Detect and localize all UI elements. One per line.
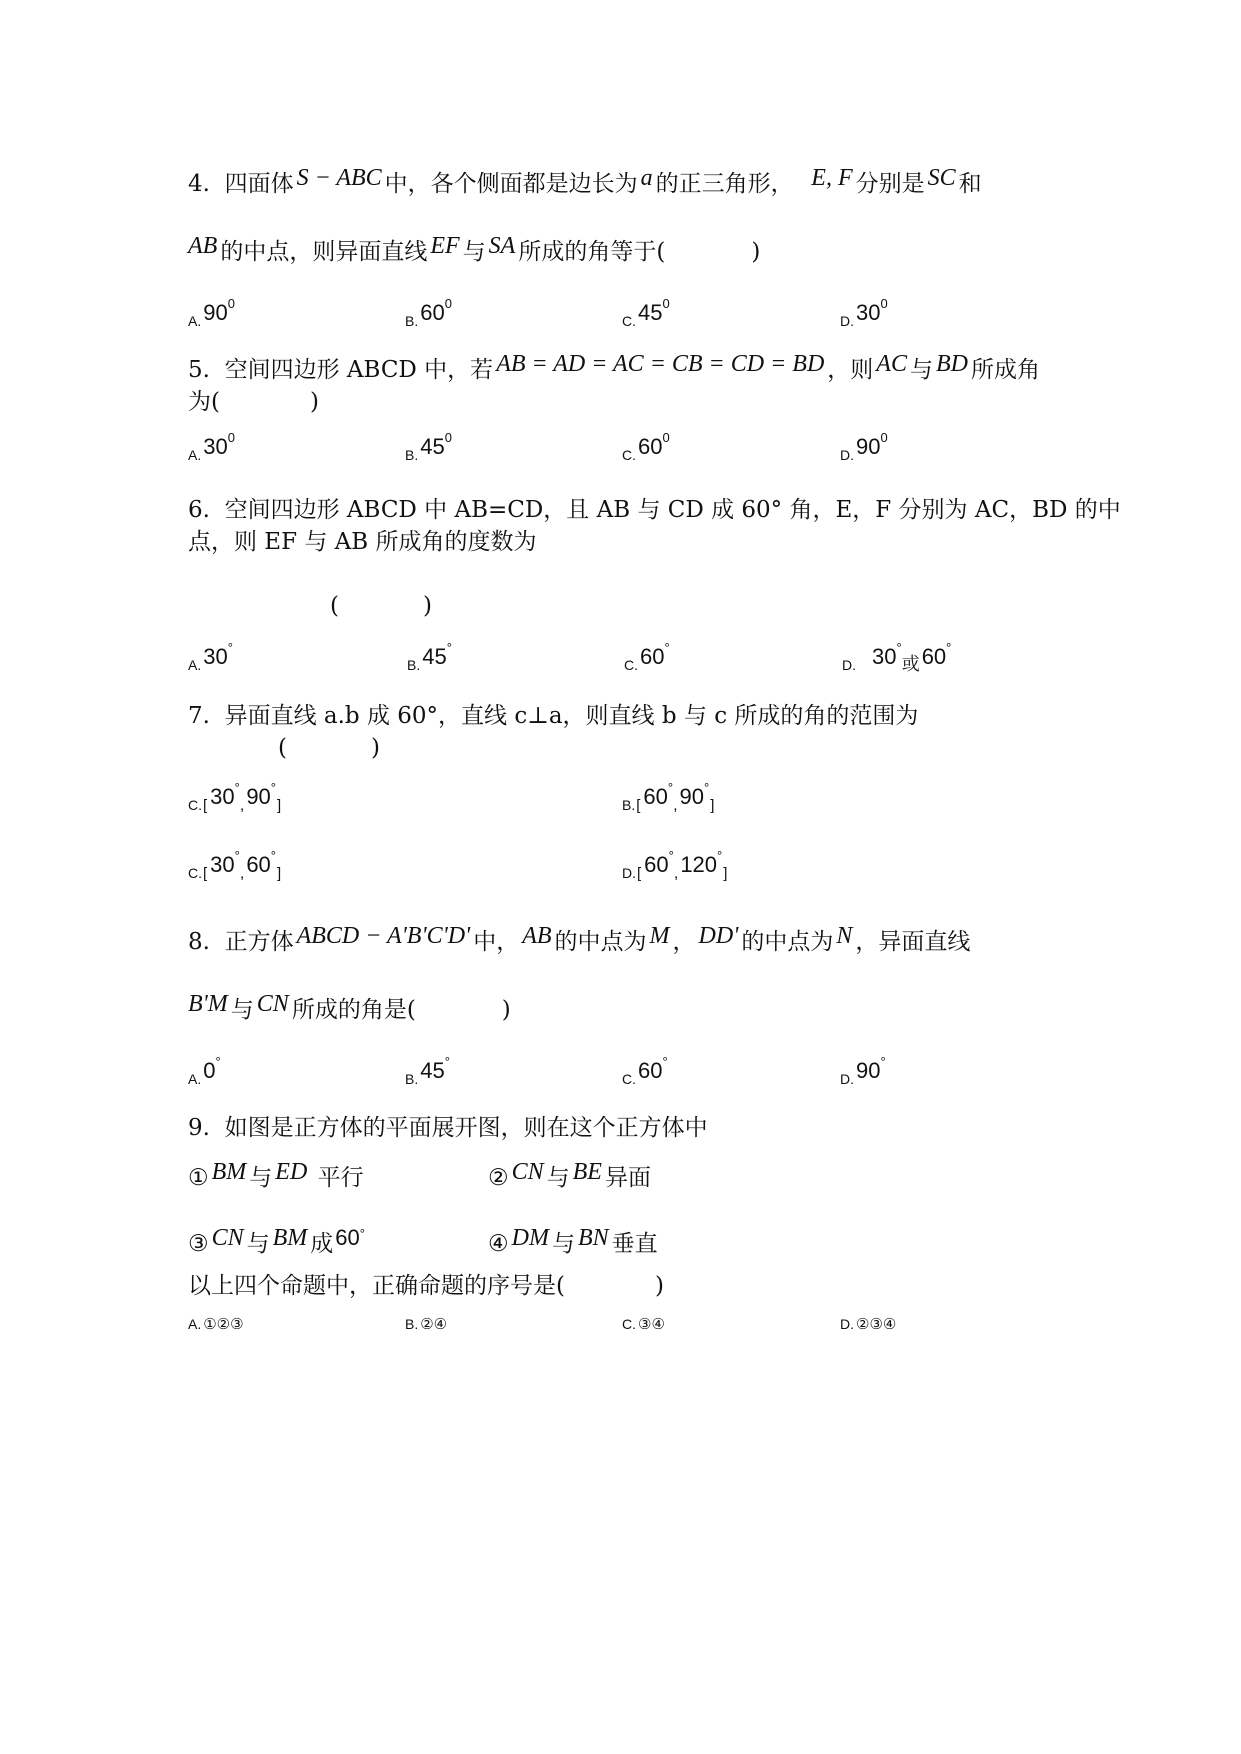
q4-text: 和 (958, 171, 982, 197)
q4-math: a (640, 165, 653, 191)
option-c[interactable] (622, 1054, 668, 1090)
q5-options (0, 430, 1241, 476)
option-d[interactable] (842, 640, 952, 676)
option-a[interactable] (188, 1310, 246, 1335)
option-b[interactable] (405, 430, 452, 466)
q6-options (0, 640, 1241, 686)
q8-math: DD' (698, 923, 739, 949)
q4-math: EF (430, 233, 460, 259)
option-letter: C. (622, 313, 636, 329)
option-letter: D. (840, 1071, 854, 1087)
option-a[interactable] (188, 296, 235, 332)
q9-prop-1: ① BM 与 ED 平行 (188, 1159, 364, 1191)
option-letter: B. (622, 797, 636, 813)
q7-line-1 (188, 700, 918, 732)
option-letter: D. (622, 865, 636, 881)
q9-prop-2: ② CN 与 BE 异面 (488, 1159, 651, 1191)
option-a[interactable]: C.[ 30°,90°] (188, 780, 282, 814)
q8-text: 中， (473, 929, 520, 955)
option-value: 90° (856, 1054, 886, 1083)
q6-number: 6. (188, 497, 210, 523)
q4-text: 的正三角形， (655, 171, 794, 197)
q7-answer-paren (278, 732, 380, 764)
q5-text: 为( (188, 389, 220, 415)
q4-line-1 (188, 165, 982, 200)
q8-math: AB (522, 923, 552, 949)
option-letter: C. (622, 1316, 636, 1332)
q6-text: 空间四边形 ABCD 中 AB=CD，且 AB 与 CD 成 60° 角，E，F 分别为 AC，BD 的中 (224, 497, 1121, 523)
option-b[interactable] (405, 1054, 450, 1090)
q4-options (0, 296, 1241, 342)
option-a[interactable] (188, 1054, 221, 1090)
option-letter: B. (407, 657, 421, 673)
q8-text: 的中点为 (554, 929, 647, 955)
option-value: ②③④ (856, 1315, 897, 1333)
option-value: 30° (203, 640, 233, 669)
option-value: $45^0$ (420, 430, 452, 459)
q9-ask (188, 1270, 664, 1302)
option-letter: D. (840, 447, 854, 463)
option-c[interactable] (624, 640, 670, 676)
q7-number: 7. (188, 703, 210, 729)
q8-text: 所成的角是( (291, 997, 416, 1023)
q8-math: ABCD − A'B'C'D' (296, 923, 471, 949)
option-letter: A. (188, 1316, 202, 1332)
q8-text: 正方体 (224, 929, 294, 955)
q4-text: 分别是 (855, 171, 925, 197)
q8-text: ，异面直线 (855, 929, 971, 955)
q6-line-2 (188, 526, 537, 558)
option-d[interactable] (840, 430, 888, 466)
option-letter: D. (842, 657, 856, 673)
option-value: $90^0$ (203, 296, 235, 325)
option-value: 60° (640, 640, 670, 669)
q9-options (0, 1310, 1241, 1346)
q8-math: CN (256, 991, 289, 1017)
option-letter: C. (188, 797, 202, 813)
q4-text: 与 (462, 239, 486, 265)
q4-number: 4. (188, 171, 210, 197)
option-c[interactable] (622, 430, 670, 466)
q7-text: 异面直线 a.b 成 60°，直线 c⊥a，则直线 b 与 c 所成的角的范围为 (224, 703, 919, 729)
q8-close: ) (501, 997, 511, 1023)
option-value: 60° (921, 640, 952, 669)
option-b[interactable]: B.[ 60°,90°] (622, 780, 715, 814)
q8-text: ， (672, 929, 696, 955)
q6-answer-paren (330, 590, 432, 622)
paren-close: ) (422, 593, 432, 619)
option-letter: C. (188, 865, 202, 881)
option-letter: B. (405, 1071, 419, 1087)
option-c[interactable] (622, 1310, 667, 1335)
q5-text: ，则 (827, 357, 874, 383)
q8-math: B'M (188, 991, 228, 1017)
q9-text: 以上四个命题中，正确命题的序号是( (188, 1273, 565, 1299)
option-a[interactable] (188, 640, 233, 676)
option-letter: B. (405, 1316, 419, 1332)
q4-text: 四面体 (224, 171, 294, 197)
q9-close: ) (654, 1273, 664, 1299)
option-letter: A. (188, 657, 202, 673)
option-value: $30^0$ (203, 430, 235, 459)
option-letter: C. (624, 657, 638, 673)
option-d[interactable] (840, 1054, 886, 1090)
q5-text: 所成角 (970, 357, 1040, 383)
option-letter: D. (840, 313, 854, 329)
q8-number: 8. (188, 929, 210, 955)
q4-close: ) (751, 239, 761, 265)
option-value: 45° (420, 1054, 450, 1083)
q5-line-1 (188, 351, 1040, 386)
q4-math: SA (488, 233, 516, 259)
q8-line-1 (188, 923, 971, 958)
q9-prop-4: ④ DM 与 BN 垂直 (488, 1225, 658, 1257)
q6-line-1 (188, 494, 1121, 526)
option-c[interactable]: C.[ 30°,60°] (188, 848, 282, 882)
option-letter: A. (188, 313, 202, 329)
q5-line-2 (188, 386, 319, 418)
option-a[interactable] (188, 430, 235, 466)
q5-math: AC (876, 351, 907, 377)
option-b[interactable] (405, 1310, 449, 1335)
q4-text: 中，各个侧面都是边长为 (384, 171, 638, 197)
q7-options-row-1 (0, 780, 1241, 826)
option-d[interactable] (840, 1310, 898, 1335)
q8-math: M (649, 923, 670, 949)
q4-math: E, F (811, 165, 853, 191)
option-letter: D. (840, 1316, 854, 1332)
q8-text: 与 (230, 997, 254, 1023)
option-letter: B. (405, 447, 419, 463)
q8-math: N (836, 923, 853, 949)
q4-text: 的中点，则异面直线 (220, 239, 428, 265)
q8-line-2 (188, 991, 511, 1026)
option-letter: B. (405, 313, 419, 329)
or-word: 或 (901, 654, 920, 675)
option-value: ③④ (638, 1315, 665, 1333)
option-letter: C. (622, 447, 636, 463)
q5-math: BD (935, 351, 968, 377)
option-value: ②④ (420, 1315, 448, 1333)
option-value: 60° (638, 1054, 668, 1083)
q8-text: 的中点为 (741, 929, 834, 955)
option-letter: A. (188, 1071, 202, 1087)
q4-math: SC (927, 165, 956, 191)
q5-text: 空间四边形 ABCD 中，若 (224, 357, 494, 383)
option-d[interactable] (840, 296, 888, 332)
q4-math: AB (188, 233, 218, 259)
option-value: 0° (203, 1054, 221, 1083)
option-value: $60^0$ (420, 296, 452, 325)
q4-text: 所成的角等于( (518, 239, 666, 265)
option-letter: C. (622, 1071, 636, 1087)
q4-math: S − ABC (296, 165, 382, 191)
option-d[interactable]: D.[ 60°,120°] (622, 848, 728, 882)
q4-line-2 (188, 233, 761, 268)
q5-number: 5. (188, 357, 210, 383)
option-value: 45° (422, 640, 452, 669)
option-value: $45^0$ (638, 296, 670, 325)
option-value: $90^0$ (856, 430, 888, 459)
option-value: 30° (872, 640, 902, 669)
q6-text: 点，则 EF 与 AB 所成角的度数为 (188, 529, 537, 555)
q8-options (0, 1054, 1241, 1100)
q9-number: 9. (188, 1115, 210, 1141)
option-letter: A. (188, 447, 202, 463)
q5-text: 与 (909, 357, 933, 383)
option-value: $60^0$ (638, 430, 670, 459)
q7-options-row-2 (0, 848, 1241, 894)
q5-close: ) (309, 389, 319, 415)
q9-line-1 (188, 1112, 708, 1144)
option-value: ①②③ (203, 1315, 244, 1333)
q9-prop-3: ③ CN 与 BM 成60° (188, 1225, 365, 1257)
q9-text: 如图是正方体的平面展开图，则在这个正方体中 (224, 1115, 708, 1141)
option-value: $30^0$ (856, 296, 888, 325)
option-b[interactable] (407, 640, 452, 676)
paren-open: ( (330, 593, 339, 619)
paren-open: ( (278, 735, 287, 761)
option-c[interactable] (622, 296, 670, 332)
option-b[interactable] (405, 296, 452, 332)
q5-math: AB = AD = AC = CB = CD = BD (496, 351, 825, 377)
paren-close: ) (370, 735, 380, 761)
